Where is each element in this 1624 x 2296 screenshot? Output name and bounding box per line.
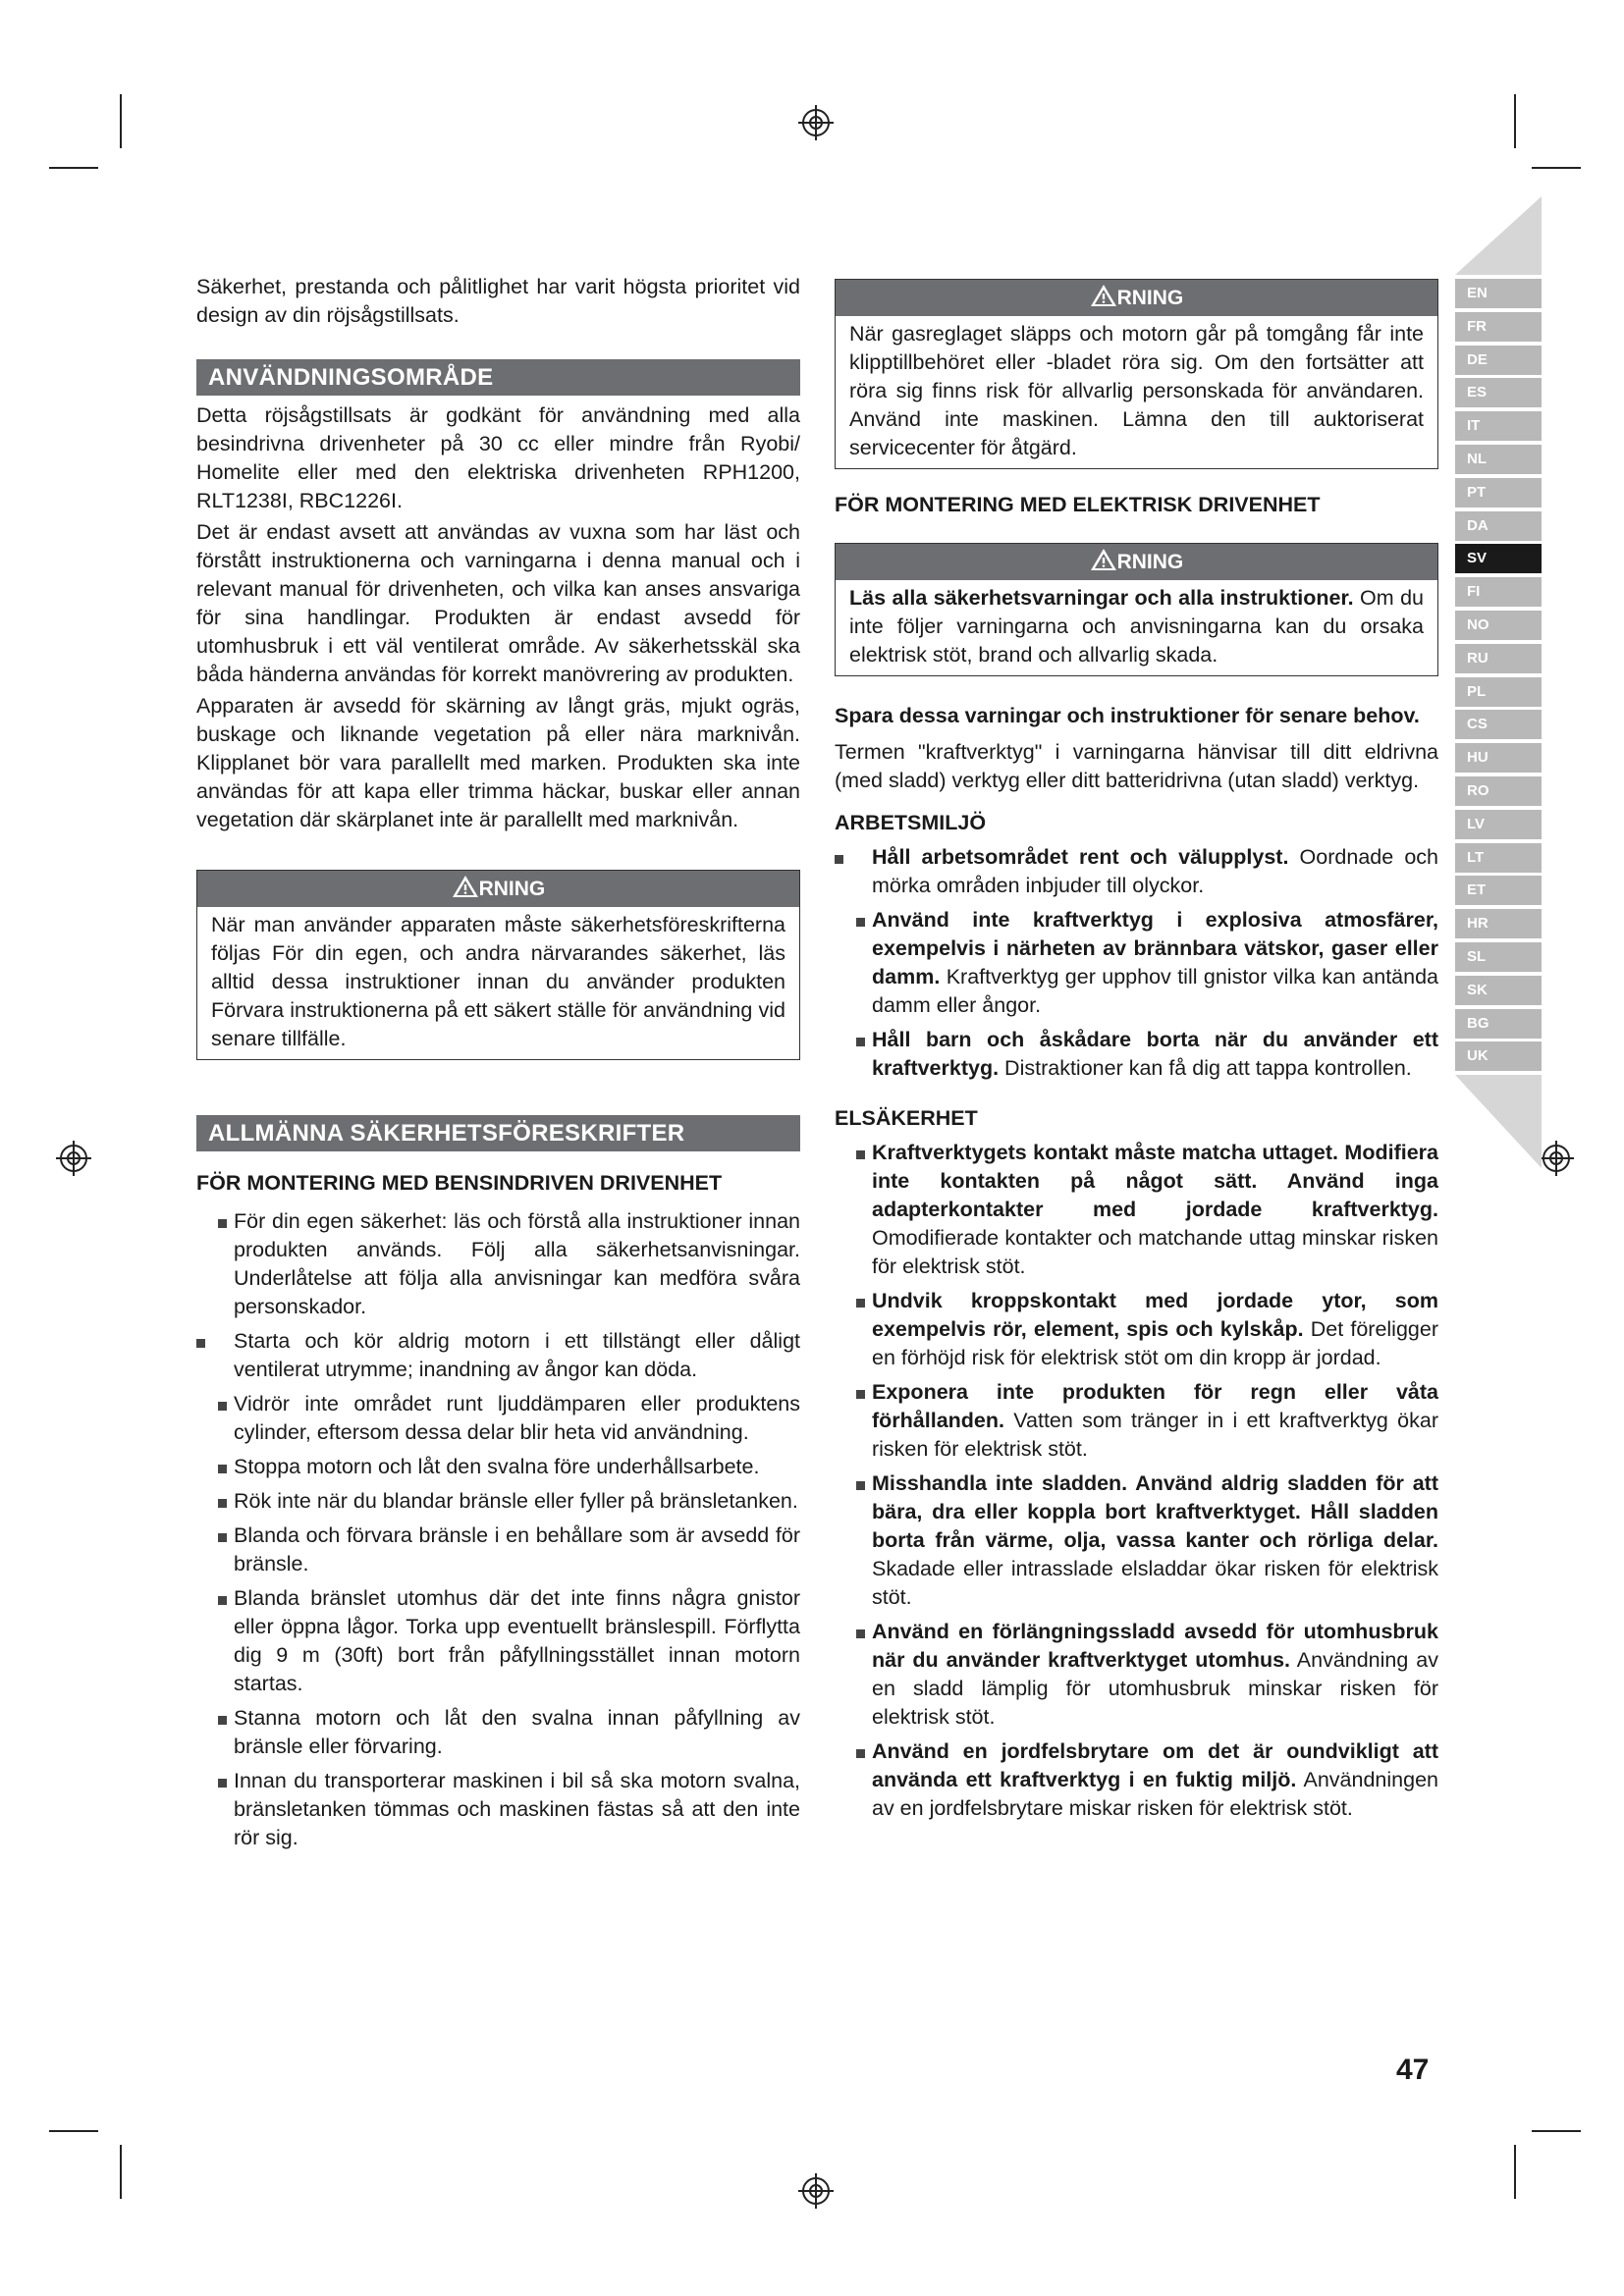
list-item: Starta och kör aldrig motorn i ett tillstängt eller dåligt ventilerat utrymme; inandning av ångor kan döda. <box>196 1327 800 1384</box>
list-item <box>835 1139 1438 1281</box>
warning-header <box>197 871 799 907</box>
petrol-safety-list <box>196 1207 800 1852</box>
language-tab-hr: HR <box>1455 909 1542 938</box>
warning-box <box>835 543 1438 676</box>
crop-mark <box>120 94 122 148</box>
list-item-bold: Undvik kroppskontakt med jordade ytor, som exempelvis rör, element, spis och kylskåp. <box>872 1289 1438 1341</box>
warning-text <box>836 580 1437 675</box>
registration-mark-icon <box>796 103 836 142</box>
list-item: Blanda bränslet utomhus där det inte finns några gnistor eller öppna lågor. Torka upp eventuellt bränslespill. Förflytta dig 9 m (30ft) bort från påfyllningsstället innan motorn startas. <box>196 1584 800 1698</box>
warning-box <box>196 870 800 1060</box>
language-tab-it: IT <box>1455 411 1542 441</box>
warning-label: RNING <box>1116 551 1184 573</box>
list-item-bold: Använd inte kraftverktyg i explosiva atmosfärer, exempelvis i närheten av brännbara vätskor, gaser eller damm. <box>872 908 1438 988</box>
subheading-electric: FÖR MONTERING MED ELEKTRISK DRIVENHET <box>835 493 1321 516</box>
registration-mark-icon <box>54 1139 93 1178</box>
language-tab-pl: PL <box>1455 677 1542 707</box>
save-instructions <box>835 702 1438 730</box>
usage-paragraph: Detta röjsågstillsats är godkänt för användning med alla besindrivna drivenheter på 30 cc eller mindre från Ryobi/ Homelite eller med den elektriska drivenheten RPH1200, RLT1238I, RBC1226I. <box>196 403 800 512</box>
page-number: 47 <box>1396 2054 1430 2086</box>
warning-triangle-icon <box>1090 284 1117 307</box>
tab-strip-top-triangle <box>1455 196 1543 275</box>
list-item-bold: Kraftverktygets kontakt måste matcha uttaget. Modifiera inte kontakten på något sätt. Använd inga adapterkontakter med jordade kraftverktyg. <box>872 1141 1438 1221</box>
list-item: Innan du transporterar maskinen i bil så ska motorn svalna, bränsletanken tömmas och maskinen fästas så att den inte rör sig. <box>196 1767 800 1852</box>
list-item: Stoppa motorn och låt den svalna före underhållsarbete. <box>196 1453 800 1481</box>
crop-mark <box>120 2145 122 2199</box>
list-item-bold: Använd en förlängningssladd avsedd för utomhusbruk när du använder kraftverktyget utomhus. <box>872 1620 1438 1672</box>
list-item-text: Användning av en sladd lämplig för utomhusbruk minskar risken för elektrisk stöt. <box>872 1648 1438 1729</box>
crop-mark <box>1514 94 1516 148</box>
usage-paragraph: Det är endast avsett att användas av vuxna som har läst och förstått instruktionerna och varningarna i denna manual och i relevant manual för drivenheten, och vilka kan anses ansvariga för sina handlingar. Produkten är endast avsedd för utomhusbruk i ett väl ventilerat område. Av säkerhetsskäl ska båda händerna användas för korrekt manövrering av produkten. <box>196 520 800 686</box>
language-tab-no: NO <box>1455 611 1542 640</box>
list-item-text: Omodifierade kontakter och matchande uttag minskar risken för elektrisk stöt. <box>872 1226 1438 1278</box>
list-item: Stanna motorn och låt den svalna innan påfyllning av bränsle eller förvaring. <box>196 1704 800 1761</box>
crop-mark <box>49 167 98 169</box>
section-heading-usage: ANVÄNDNINGSOMRÅDE <box>196 359 800 396</box>
electrical-safety-list <box>835 1139 1438 1823</box>
warning-bold-text: Läs alla säkerhetsvarningar och alla instruktioner. <box>849 586 1354 610</box>
language-tab-pt: PT <box>1455 478 1542 507</box>
language-tab-et: ET <box>1455 876 1542 905</box>
language-tab-fr: FR <box>1455 312 1542 342</box>
crop-mark <box>49 2130 98 2132</box>
language-tab-en: EN <box>1455 279 1542 308</box>
warning-header <box>836 544 1437 580</box>
list-item: Vidrör inte området runt ljuddämparen eller produktens cylinder, eftersom dessa delar blir heta vid användning. <box>196 1390 800 1447</box>
language-tab-ro: RO <box>1455 776 1542 806</box>
list-item <box>835 843 1438 900</box>
language-tab-lv: LV <box>1455 810 1542 839</box>
warning-label: RNING <box>1116 287 1184 309</box>
language-tab-bg: BG <box>1455 1009 1542 1039</box>
language-tab-ru: RU <box>1455 644 1542 673</box>
language-tab-uk: UK <box>1455 1041 1542 1071</box>
list-item: För din egen säkerhet: läs och förstå alla instruktioner innan produkten används. Följ alla säkerhetsanvisningar. Underlåtelse att följa alla anvisningar kan medföra svåra personskador. <box>196 1207 800 1321</box>
crop-mark <box>1532 2130 1581 2132</box>
list-item <box>835 1469 1438 1612</box>
language-tabs <box>1455 196 1543 1158</box>
left-column <box>196 273 800 1858</box>
warning-triangle-icon <box>452 875 479 898</box>
language-tab-cs: CS <box>1455 710 1542 739</box>
warning-text: När gasreglaget släpps och motorn går på tomgång får inte klipptillbehöret eller -bladet röra sig. Om den fortsätter att röra sig finns risk för allvarlig personskada för användaren. Använd inte maskinen. Lämna den till auktoriserat servicecenter för åtgärd. <box>849 322 1424 459</box>
warning-body-text: Om du inte följer varningarna och anvisningarna kan du orsaka elektrisk stöt, brand och allvarlig skada. <box>849 586 1424 667</box>
list-item-text: Oordnade och mörka områden inbjuder till olyckor. <box>872 845 1438 897</box>
language-tab-de: DE <box>1455 346 1542 375</box>
list-item <box>835 1026 1438 1083</box>
list-item <box>835 906 1438 1020</box>
language-tab-sv: SV <box>1455 544 1542 573</box>
list-item-text: Kraftverktyg ger upphov till gnistor vilka kan antända damm eller ångor. <box>872 965 1438 1017</box>
save-instructions-bold: Spara dessa varningar och instruktioner för senare behov. <box>835 704 1420 727</box>
list-item-bold: Håll barn och åskådare borta när du använder ett kraftverktyg. <box>872 1028 1438 1080</box>
language-tab-hu: HU <box>1455 743 1542 773</box>
language-tab-lt: LT <box>1455 843 1542 873</box>
intro-text: Säkerhet, prestanda och pålitlighet har varit högsta prioritet vid design av din röjsågstillsats. <box>196 275 800 327</box>
warning-text: När man använder apparaten måste säkerhetsföreskrifterna följas För din egen, och andra närvarandes säkerhet, läs alltid dessa instruktioner innan du använder produkten Förvara instruktionerna på ett säkert ställe för användning vid senare tillfälle. <box>211 913 785 1050</box>
language-tab-nl: NL <box>1455 445 1542 474</box>
list-item <box>835 1378 1438 1464</box>
language-tab-es: ES <box>1455 378 1542 407</box>
list-item-bold: Misshandla inte sladden. Använd aldrig sladden för att bära, dra eller koppla bort kraftverktyget. Håll sladden borta från värme, olja, vassa kanter och rörliga delar. <box>872 1471 1438 1552</box>
list-item: Blanda och förvara bränsle i en behållare som är avsedd för bränsle. <box>196 1522 800 1578</box>
work-area-list <box>835 843 1438 1083</box>
warning-header <box>836 280 1437 316</box>
crop-mark <box>1532 167 1581 169</box>
language-tab-sk: SK <box>1455 976 1542 1005</box>
list-item-text: Det föreligger en förhöjd risk för elektrisk stöt om din kropp är jordad. <box>872 1317 1438 1369</box>
language-tab-da: DA <box>1455 511 1542 541</box>
warning-triangle-icon <box>1090 548 1117 571</box>
list-item-text: Distraktioner kan få dig att tappa kontrollen. <box>999 1056 1412 1080</box>
list-item <box>835 1618 1438 1732</box>
list-item <box>835 1287 1438 1372</box>
usage-paragraph: Apparaten är avsedd för skärning av långt gräs, mjukt ogräs, buskage och liknande vegetation på eller nära marknivån. Klipplanet bör vara parallellt med marken. Produkten ska inte användas för att kapa eller trimma häckar, buskar eller annan vegetation där skärplanet inte är parallellt med marknivån. <box>196 694 800 831</box>
language-tab-sl: SL <box>1455 942 1542 972</box>
subheading-electrical-safety: ELSÄKERHET <box>835 1106 978 1130</box>
term-definition: Termen "kraftverktyg" i varningarna hänvisar till ditt eldrivna (med sladd) verktyg eller ditt batteridrivna (utan sladd) verktyg. <box>835 740 1438 792</box>
crop-mark <box>1514 2145 1516 2199</box>
subheading-petrol: FÖR MONTERING MED BENSINDRIVEN DRIVENHET <box>196 1171 723 1195</box>
list-item-text: Vatten som tränger in i ett kraftverktyg ökar risken för elektrisk stöt. <box>872 1409 1438 1461</box>
list-item-bold: Använd en jordfelsbrytare om det är oundvikligt att använda ett kraftverktyg i en fuktig miljö. <box>872 1739 1438 1791</box>
list-item-text: Användningen av en jordfelsbrytare miskar risken för elektrisk stöt. <box>872 1768 1438 1820</box>
list-item: Rök inte när du blandar bränsle eller fyller på bränsletanken. <box>196 1487 800 1516</box>
registration-mark-icon <box>796 2171 836 2211</box>
warning-label: RNING <box>478 878 546 900</box>
language-tab-fi: FI <box>1455 577 1542 607</box>
tab-strip-bottom-triangle <box>1455 1075 1543 1168</box>
section-heading-general-safety: ALLMÄNNA SÄKERHETSFÖRESKRIFTER <box>196 1115 800 1151</box>
list-item-text: Skadade eller intrasslade elsladdar ökar risken för elektrisk stöt. <box>872 1557 1438 1609</box>
list-item-bold: Exponera inte produkten för regn eller våta förhållanden. <box>872 1380 1438 1432</box>
subheading-work-area: ARBETSMILJÖ <box>835 811 987 834</box>
right-column <box>835 279 1438 1829</box>
list-item <box>835 1737 1438 1823</box>
warning-box <box>835 279 1438 469</box>
list-item-bold: Håll arbetsområdet rent och välupplyst. <box>872 845 1289 869</box>
